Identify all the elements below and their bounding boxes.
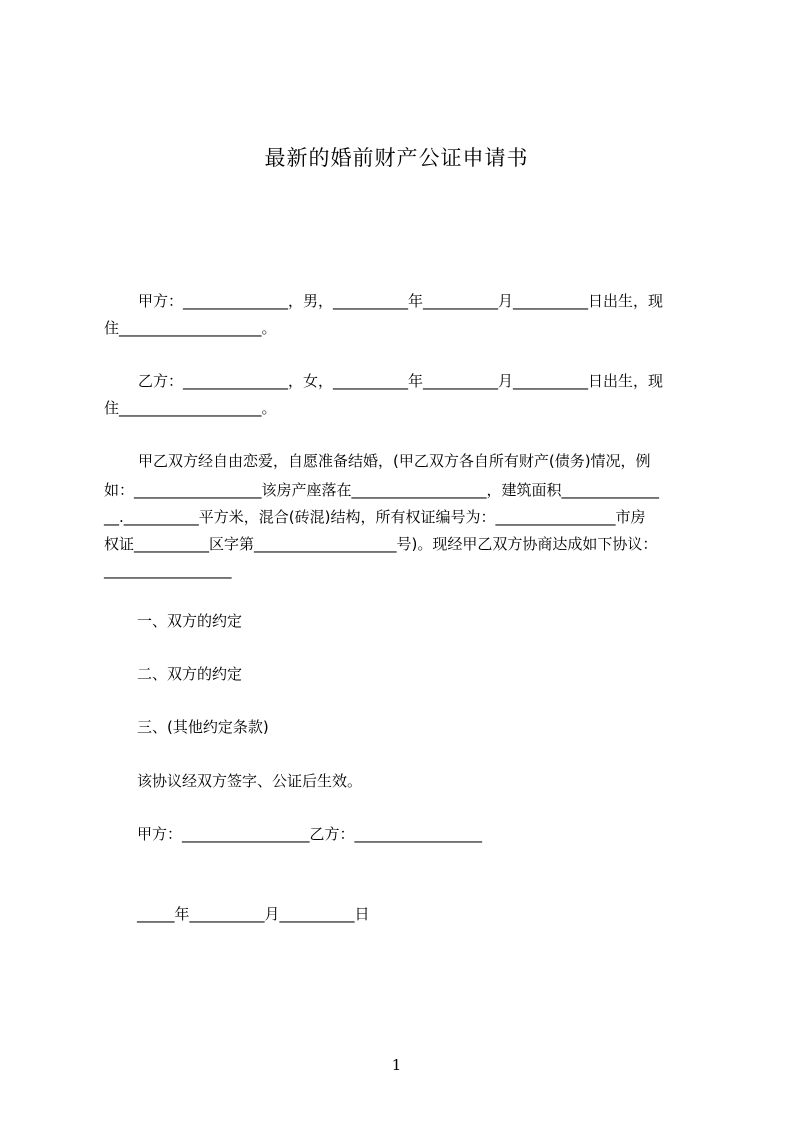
document-title: 最新的婚前财产公证申请书 bbox=[264, 146, 529, 170]
date-line: _____年__________月__________日 bbox=[137, 905, 370, 923]
property-line4: 权证__________区字第___________________号)。现经甲乙双方协商达成如下协议： bbox=[104, 535, 658, 553]
clause-three: 三、(其他约定条款) bbox=[137, 718, 269, 736]
signature-line: 甲方：_________________乙方：_________________ bbox=[137, 825, 483, 843]
party-a-line2: 住___________________。 bbox=[104, 319, 277, 337]
page-number: 1 bbox=[391, 1056, 402, 1074]
party-a-line1: 甲方：______________，男，__________年__________月__________日出生，现 bbox=[138, 292, 664, 310]
property-line5: _________________ bbox=[104, 561, 232, 579]
clause-one: 一、双方的约定 bbox=[137, 612, 243, 630]
property-line3: __.__________平方米，混合(砖混)结构，所有权证编号为：________________市房 bbox=[104, 508, 646, 526]
party-b-line1: 乙方：______________，女，__________年__________月__________日出生，现 bbox=[138, 372, 664, 390]
clause-two: 二、双方的约定 bbox=[137, 665, 243, 683]
property-line2: 如：_________________该房产座落在__________________，建筑面积_____________ bbox=[104, 481, 660, 499]
effective-statement: 该协议经双方签字、公证后生效。 bbox=[137, 772, 363, 790]
party-b-line2: 住___________________。 bbox=[104, 399, 277, 417]
property-line1: 甲乙双方经自由恋爱，自愿准备结婚，(甲乙双方各自所有财产(债务)情况，例 bbox=[138, 452, 651, 470]
